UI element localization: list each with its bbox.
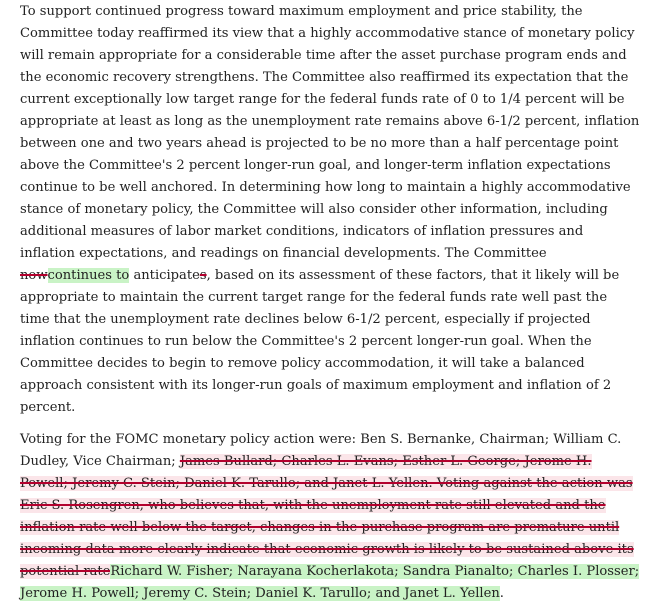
deleted-voter-list: James Bullard; Charles L. Evans; Esther L. George; Jerome H. Powell; Jeremy C. Stein; Daniel K. Tarullo; and Janet L. Yellen. Voting against the action was Eric S. Rosengren, who believes that, with the unemployment rate still elevated and the inflation rate well below the target, changes in the purchase program are premature until incoming data more clearly indicate that economic growth is likely to be sustained above its potential rate — [20, 454, 634, 579]
voting-paragraph — [20, 429, 640, 605]
policy-text-c: , based on its assessment of these factors, that it likely will be appropriate to maintain the current target range for the federal funds rate well past the time that the unemployment rate declines below 6-1/2 percent, especially if projected inflation continues to run below the Committee's 2 percent longer-run goal. When the Committee decides to begin to remove policy accommodation, it will take a balanced approach consistent with its longer-run goals of maximum employment and inflation of 2 percent. — [20, 268, 620, 415]
deleted-letter-s: s — [199, 268, 207, 283]
policy-text-b: anticipate — [129, 268, 200, 283]
voting-text-b: . — [499, 586, 504, 601]
deleted-word-now: now — [20, 268, 48, 283]
inserted-continues-to: continues to — [47, 268, 130, 283]
voting-text-a: Voting for the FOMC monetary policy action were: Ben S. Bernanke, Chairman; William C. Dudley, Vice Chairman; — [20, 432, 622, 469]
inserted-voter-list: Richard W. Fisher; Narayana Kocherlakota; Sandra Pianalto; Charles I. Plosser; Jerome H. Powell; Jeremy C. Stein; Daniel K. Tarullo; and Janet L. Yellen — [20, 564, 640, 601]
policy-text-a: To support continued progress toward maximum employment and price stability, the Committee today reaffirmed its view that a highly accommodative stance of monetary policy will remain appropriate for a considerable time after the asset purchase program ends and the economic recovery strengthens. The Committee also reaffirmed its expectation that the current exceptionally low target range for the federal funds rate of 0 to 1/4 percent will be appropriate at least as long as the unemployment rate remains above 6-1/2 percent, inflation between one and two years ahead is projected to be no more than a half percentage point above the Committee's 2 percent longer-run goal, and longer-term inflation expectations continue to be well anchored. In determining how long to maintain a highly accommodative stance of monetary policy, the Committee will also consider other information, including additional measures of labor market conditions, indicators of inflation pressures and inflation expectations, and readings on financial developments. The Committee — [20, 4, 640, 261]
policy-paragraph — [20, 0, 640, 419]
